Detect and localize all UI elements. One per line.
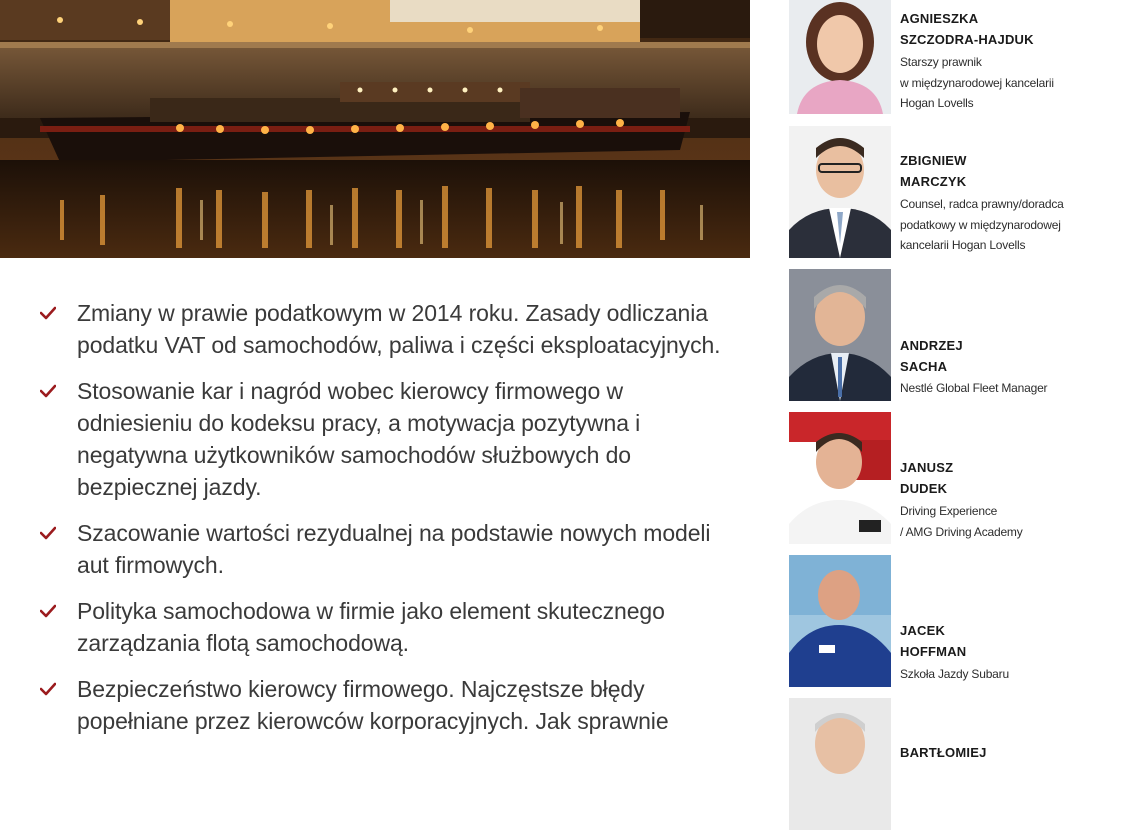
checkmark-icon (40, 306, 56, 320)
speaker-card (789, 269, 1140, 401)
agenda-item-text: Bezpieczeństwo kierowcy firmowego. Najczęstsze błędy popełniane przez kierowców korporacyjnych. Jak sprawnie (77, 676, 669, 734)
speaker-photo (789, 0, 891, 114)
checkmark-icon (40, 384, 56, 398)
checkmark-icon (40, 682, 56, 696)
agenda-item-text: Zmiany w prawie podatkowym w 2014 roku. Zasady odliczania podatku VAT od samochodów, paliwa i części eksploatacyjnych. (77, 300, 721, 358)
speaker-card (789, 0, 1140, 114)
speaker-card (789, 412, 1140, 544)
agenda-item (40, 517, 760, 581)
speaker-card (789, 698, 1140, 830)
agenda-list (40, 297, 760, 751)
hero-photo (0, 0, 750, 258)
speaker-name: BARTŁOMIEJ (900, 745, 987, 760)
checkmark-icon (40, 604, 56, 618)
agenda-item-text: Polityka samochodowa w firmie jako element skutecznego zarządzania flotą samochodową. (77, 598, 665, 656)
agenda-item (40, 595, 760, 659)
speaker-role: Starszy prawnik w międzynarodowej kancelarii Hogan Lovells (900, 55, 1054, 110)
speaker-role: Counsel, radca prawny/doradca podatkowy w międzynarodowej kancelarii Hogan Lovells (900, 197, 1064, 252)
checkmark-icon (40, 526, 56, 540)
speaker-photo (789, 555, 891, 687)
speaker-photo (789, 269, 891, 401)
speaker-role: Szkoła Jazdy Subaru (900, 667, 1009, 681)
speaker-photo (789, 412, 891, 544)
speaker-name: JANUSZ DUDEK (900, 460, 954, 496)
speaker-role: Nestlé Global Fleet Manager (900, 381, 1048, 395)
speaker-photo (789, 126, 891, 258)
speaker-name: ZBIGNIEW MARCZYK (900, 153, 967, 189)
night-river-boat-image (0, 0, 750, 258)
speaker-role: Driving Experience / AMG Driving Academy (900, 504, 1023, 539)
speaker-card (789, 126, 1140, 258)
agenda-item (40, 673, 760, 737)
agenda-item-text: Szacowanie wartości rezydualnej na podstawie nowych modeli aut firmowych. (77, 520, 711, 578)
speaker-name: ANDRZEJ SACHA (900, 338, 963, 374)
speaker-name: AGNIESZKA SZCZODRA-HAJDUK (900, 11, 1034, 47)
agenda-item-text: Stosowanie kar i nagród wobec kierowcy firmowego w odniesieniu do kodeksu pracy, a motywacja pozytywna i negatywna użytkowników samochodów służbowych do bezpiecznej jazdy. (77, 378, 641, 500)
speaker-photo (789, 698, 891, 830)
speaker-card (789, 555, 1140, 687)
speaker-name: JACEK HOFFMAN (900, 623, 967, 659)
agenda-item (40, 375, 760, 503)
agenda-item (40, 297, 760, 361)
